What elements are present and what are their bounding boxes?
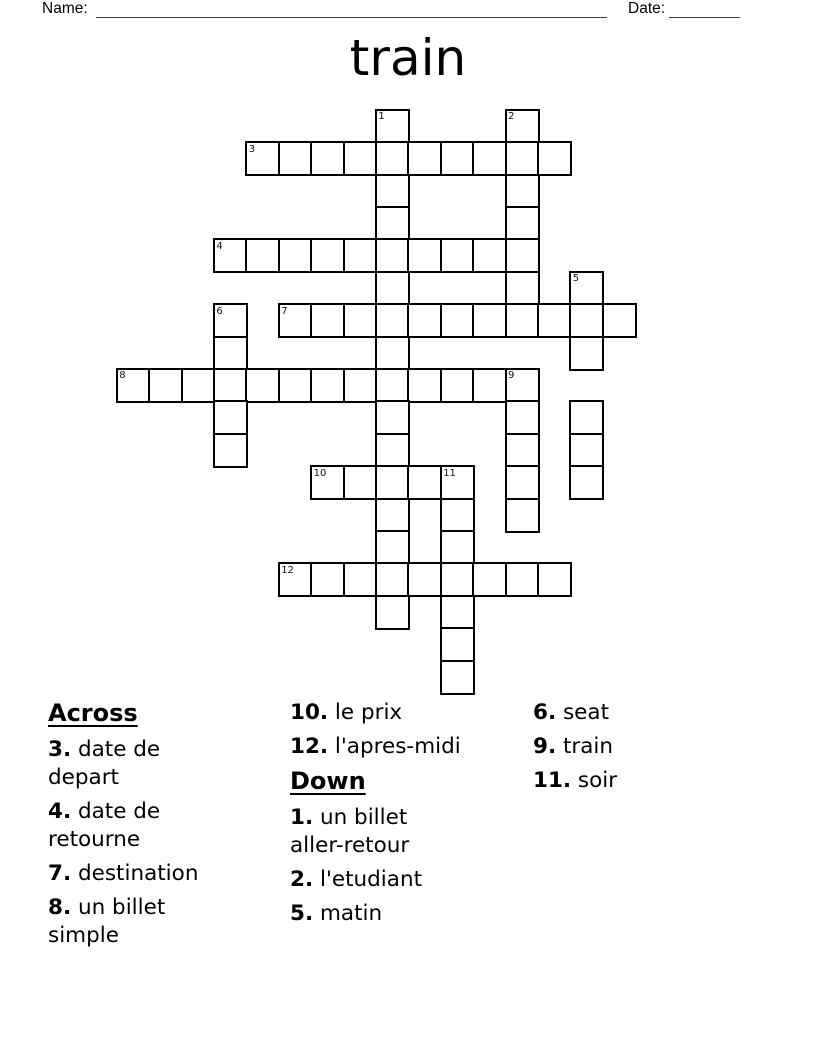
- clue-number: 3.: [48, 737, 72, 762]
- grid-cell-r6c7[interactable]: [343, 303, 378, 338]
- grid-cell-r8c11[interactable]: [472, 368, 507, 403]
- grid-cell-r8c2[interactable]: [181, 368, 216, 403]
- clue-7-across: 7. destination: [48, 861, 199, 886]
- grid-cell-r9c14[interactable]: [569, 400, 604, 435]
- clues-column-2: [290, 699, 540, 934]
- grid-cell-r6c13[interactable]: [537, 303, 572, 338]
- grid-cell-r1c4[interactable]: [245, 141, 280, 176]
- grid-cell-r1c9[interactable]: [407, 141, 442, 176]
- grid-cell-r1c7[interactable]: [343, 141, 378, 176]
- date-blank-line: [669, 1, 740, 18]
- grid-cell-r11c10[interactable]: [440, 465, 475, 500]
- clues-column-1: [48, 699, 288, 956]
- grid-cell-r8c1[interactable]: [148, 368, 183, 403]
- grid-cell-r12c12[interactable]: [505, 498, 540, 533]
- cell-number-5: 5: [572, 273, 580, 285]
- grid-cell-r10c12[interactable]: [505, 433, 540, 468]
- grid-cell-r4c9[interactable]: [407, 238, 442, 273]
- grid-cell-r4c8[interactable]: [375, 238, 410, 273]
- grid-cell-r11c12[interactable]: [505, 465, 540, 500]
- grid-cell-r5c12[interactable]: [505, 271, 540, 306]
- grid-cell-r13c10[interactable]: [440, 530, 475, 565]
- grid-cell-r14c12[interactable]: [505, 562, 540, 597]
- grid-cell-r14c8[interactable]: [375, 562, 410, 597]
- date-label: Date:: [628, 0, 666, 17]
- cell-number-3: 3: [248, 143, 256, 155]
- grid-cell-r9c3[interactable]: [213, 400, 248, 435]
- grid-cell-r4c3[interactable]: [213, 238, 248, 273]
- grid-cell-r8c4[interactable]: [245, 368, 280, 403]
- clue-6-down: 6. seat: [533, 700, 610, 725]
- grid-cell-r0c12[interactable]: [505, 109, 540, 144]
- clue-number: 7.: [48, 861, 72, 886]
- grid-cell-r8c0[interactable]: [116, 368, 151, 403]
- clue-2-down: 2. l'etudiant: [290, 867, 422, 892]
- grid-cell-r8c3[interactable]: [213, 368, 248, 403]
- grid-cell-r12c8[interactable]: [375, 498, 410, 533]
- clue-number: 12.: [290, 734, 329, 759]
- grid-cell-r2c8[interactable]: [375, 174, 410, 209]
- grid-cell-r4c4[interactable]: [245, 238, 280, 273]
- across-heading: Across: [48, 699, 138, 727]
- grid-cell-r4c12[interactable]: [505, 238, 540, 273]
- cell-number-9: 9: [508, 370, 515, 382]
- cell-number-12: 12: [281, 564, 294, 576]
- grid-cell-r1c10[interactable]: [440, 141, 475, 176]
- clue-3-across: 3. date de depart: [48, 737, 161, 790]
- clue-number: 2.: [290, 867, 314, 892]
- grid-cell-r10c14[interactable]: [569, 433, 604, 468]
- grid-cell-r2c12[interactable]: [505, 174, 540, 209]
- grid-cell-r13c8[interactable]: [375, 530, 410, 565]
- clue-8-across: 8. un billet simple: [48, 895, 166, 948]
- grid-cell-r14c13[interactable]: [537, 562, 572, 597]
- grid-cell-r14c10[interactable]: [440, 562, 475, 597]
- clue-12-across: 12. l'apres-midi: [290, 734, 461, 759]
- grid-cell-r8c9[interactable]: [407, 368, 442, 403]
- clue-number: 11.: [533, 768, 572, 793]
- grid-cell-r8c12[interactable]: [505, 368, 540, 403]
- grid-cell-r6c3[interactable]: [213, 303, 248, 338]
- cell-number-7: 7: [281, 305, 288, 317]
- grid-cell-r14c11[interactable]: [472, 562, 507, 597]
- cell-number-10: 10: [313, 467, 327, 479]
- grid-cell-r14c5[interactable]: [278, 562, 313, 597]
- grid-cell-r6c9[interactable]: [407, 303, 442, 338]
- grid-cell-r11c7[interactable]: [343, 465, 378, 500]
- grid-cell-r11c9[interactable]: [407, 465, 442, 500]
- puzzle-title: train: [349, 29, 467, 87]
- grid-cell-r4c6[interactable]: [310, 238, 345, 273]
- grid-cell-r16c10[interactable]: [440, 627, 475, 662]
- cell-number-1: 1: [378, 111, 385, 123]
- grid-cell-r8c6[interactable]: [310, 368, 345, 403]
- cell-number-4: 4: [216, 240, 223, 252]
- grid-cell-r5c14[interactable]: [569, 271, 604, 306]
- grid-cell-r15c8[interactable]: [375, 595, 410, 630]
- grid-cell-r6c14[interactable]: [569, 303, 604, 338]
- clue-1-down: 1. un billet aller-retour: [290, 805, 410, 858]
- grid-cell-r11c6[interactable]: [310, 465, 345, 500]
- grid-cell-r8c10[interactable]: [440, 368, 475, 403]
- clues-column-3: [533, 699, 773, 801]
- grid-cell-r7c3[interactable]: [213, 336, 248, 371]
- grid-cell-r4c11[interactable]: [472, 238, 507, 273]
- down-heading: Down: [290, 767, 366, 795]
- grid-cell-r9c12[interactable]: [505, 400, 540, 435]
- clue-number: 9.: [533, 734, 557, 759]
- grid-cell-r0c8[interactable]: [375, 109, 410, 144]
- clue-number: 6.: [533, 700, 557, 725]
- grid-cell-r4c10[interactable]: [440, 238, 475, 273]
- grid-cell-r14c6[interactable]: [310, 562, 345, 597]
- cell-number-11: 11: [443, 467, 456, 479]
- grid-cell-r10c8[interactable]: [375, 433, 410, 468]
- grid-cell-r9c8[interactable]: [375, 400, 410, 435]
- grid-cell-r4c5[interactable]: [278, 238, 313, 273]
- clue-10-across: 10. le prix: [290, 700, 403, 725]
- grid-cell-r15c10[interactable]: [440, 595, 475, 630]
- grid-cell-r1c6[interactable]: [310, 141, 345, 176]
- name-label: Name:: [42, 0, 88, 17]
- grid-cell-r3c8[interactable]: [375, 206, 410, 241]
- grid-cell-r6c12[interactable]: [505, 303, 540, 338]
- clue-5-down: 5. matin: [290, 901, 383, 926]
- grid-cell-r8c7[interactable]: [343, 368, 378, 403]
- cell-number-8: 8: [119, 370, 126, 382]
- name-blank-line: [96, 1, 607, 18]
- grid-cell-r1c11[interactable]: [472, 141, 507, 176]
- grid-cell-r1c8[interactable]: [375, 141, 410, 176]
- grid-cell-r6c10[interactable]: [440, 303, 475, 338]
- clue-number: 10.: [290, 700, 329, 725]
- cell-number-6: 6: [216, 305, 223, 317]
- clue-9-down: 9. train: [533, 734, 614, 759]
- grid-cell-r4c7[interactable]: [343, 238, 378, 273]
- grid-cell-r6c8[interactable]: [375, 303, 410, 338]
- grid-cell-r6c6[interactable]: [310, 303, 345, 338]
- grid-cell-r8c5[interactable]: [278, 368, 313, 403]
- grid-cell-r6c15[interactable]: [602, 303, 637, 338]
- grid-cell-r1c12[interactable]: [505, 141, 540, 176]
- cell-number-2: 2: [508, 111, 515, 123]
- grid-cell-r8c8[interactable]: [375, 368, 410, 403]
- grid-cell-r3c12[interactable]: [505, 206, 540, 241]
- grid-cell-r7c8[interactable]: [375, 336, 410, 371]
- grid-cell-r1c13[interactable]: [537, 141, 572, 176]
- grid-cell-r12c10[interactable]: [440, 498, 475, 533]
- grid-cell-r7c14[interactable]: [569, 336, 604, 371]
- grid-cell-r11c14[interactable]: [569, 465, 604, 500]
- grid-cell-r6c11[interactable]: [472, 303, 507, 338]
- grid-cell-r1c5[interactable]: [278, 141, 313, 176]
- grid-cell-r6c5[interactable]: [278, 303, 313, 338]
- clue-4-across: 4. date de retourne: [48, 799, 161, 852]
- clue-number: 1.: [290, 805, 314, 830]
- clue-number: 5.: [290, 901, 314, 926]
- clue-11-down: 11. soir: [533, 768, 618, 793]
- grid-cell-r14c7[interactable]: [343, 562, 378, 597]
- grid-cell-r14c9[interactable]: [407, 562, 442, 597]
- clue-number: 8.: [48, 895, 72, 920]
- grid-cell-r17c10[interactable]: [440, 660, 475, 695]
- grid-cell-r10c3[interactable]: [213, 433, 248, 468]
- grid-cell-r5c8[interactable]: [375, 271, 410, 306]
- clue-number: 4.: [48, 799, 72, 824]
- grid-cell-r11c8[interactable]: [375, 465, 410, 500]
